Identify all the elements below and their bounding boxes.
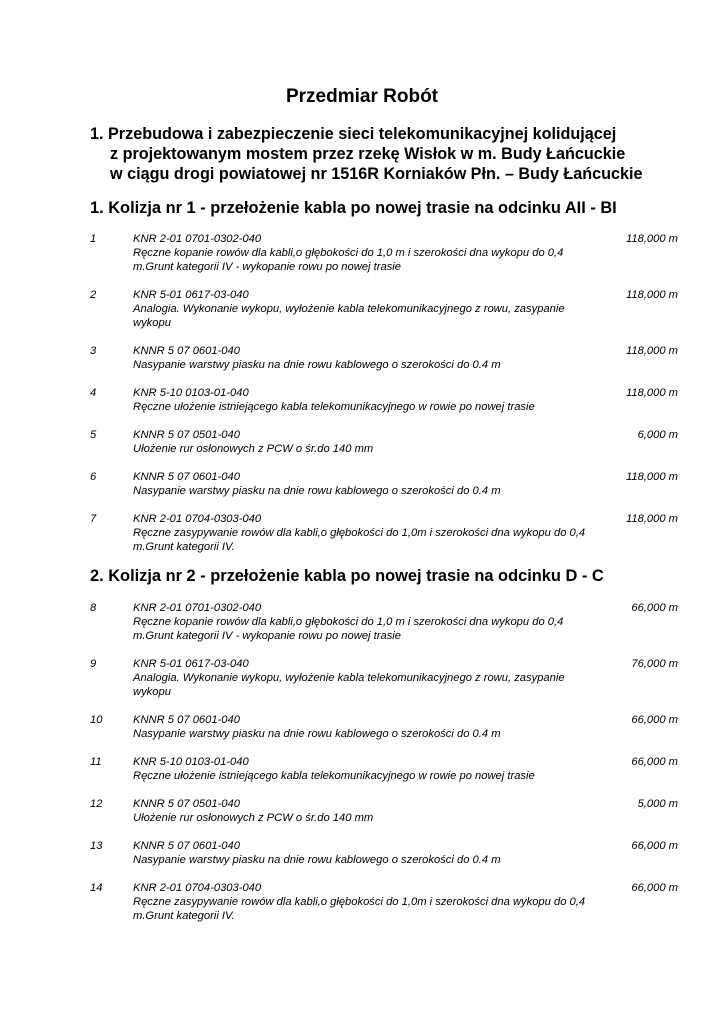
project-line: z projektowanym mostem przez rzekę Wisłok w m. Budy Łańcuckie (110, 145, 626, 163)
item-code: KNNR 5 07 0501-040 (133, 429, 240, 441)
section-title: 2. Kolizja nr 2 - przełożenie kabla po nowej trasie na odcinku D - C (90, 567, 604, 585)
item-quantity: 76,000 m (631, 658, 678, 670)
item-description: Ręczne kopanie rowów dla kabli,o głębokości do 1,0 m i szerokości dna wykopu do 0,4 m.Grunt kategorii IV - wykopanie rowu po nowej trasie (133, 247, 564, 273)
item-description: Ułożenie rur osłonowych z PCW o śr.do 140 mm (133, 443, 374, 455)
item-number: 14 (90, 882, 103, 894)
item-description: Analogia. Wykonanie wykopu, wyłożenie kabla telekomunikacyjnego z rowu, zasypanie wykopu (133, 303, 565, 329)
item-number: 10 (90, 714, 103, 726)
item-description: Nasypanie warstwy piasku na dnie rowu kablowego o szerokości do 0.4 m (133, 854, 501, 866)
item-number: 1 (90, 233, 97, 245)
item-number: 5 (90, 429, 97, 441)
item-code: KNR 2-01 0704-0303-040 (133, 882, 262, 894)
item-number: 13 (90, 840, 103, 852)
project-line: w ciągu drogi powiatowej nr 1516R Korniaków Płn. – Budy Łańcuckie (110, 165, 643, 183)
item-number: 2 (90, 289, 97, 301)
item-number: 9 (90, 658, 97, 670)
item-quantity: 118,000 m (625, 513, 678, 525)
item-description: Nasypanie warstwy piasku na dnie rowu kablowego o szerokości do 0.4 m (133, 485, 501, 497)
item-code: KNR 5-01 0617-03-040 (133, 658, 249, 670)
item-quantity: 66,000 m (631, 840, 678, 852)
item-code: KNR 5-01 0617-03-040 (133, 289, 249, 301)
item-quantity: 66,000 m (631, 882, 678, 894)
item-quantity: 6,000 m (637, 429, 678, 441)
section-title: 1. Kolizja nr 1 - przełożenie kabla po nowej trasie na odcinku AII - BI (90, 199, 617, 217)
item-quantity: 118,000 m (625, 345, 678, 357)
item-code: KNR 2-01 0701-0302-040 (133, 602, 262, 614)
item-description: Nasypanie warstwy piasku na dnie rowu kablowego o szerokości do 0.4 m (133, 728, 501, 740)
item-number: 11 (90, 756, 102, 768)
item-number: 7 (90, 513, 97, 525)
item-code: KNR 2-01 0704-0303-040 (133, 513, 262, 525)
item-description: Ręczne ułożenie istniejącego kabla telekomunikacyjnego w rowie po nowej trasie (133, 401, 535, 413)
item-number: 4 (90, 387, 97, 399)
item-description: Ułożenie rur osłonowych z PCW o śr.do 140 mm (133, 812, 374, 824)
item-quantity: 66,000 m (631, 756, 678, 768)
item-quantity: 118,000 m (625, 471, 678, 483)
item-code: KNNR 5 07 0501-040 (133, 798, 240, 810)
item-quantity: 118,000 m (625, 233, 678, 245)
item-number: 6 (90, 471, 97, 483)
item-quantity: 5,000 m (637, 798, 678, 810)
item-code: KNNR 5 07 0601-040 (133, 840, 240, 852)
item-code: KNR 5-10 0103-01-040 (133, 387, 249, 399)
item-number: 3 (90, 345, 97, 357)
item-quantity: 118,000 m (625, 289, 678, 301)
item-description: Ręczne ułożenie istniejącego kabla telekomunikacyjnego w rowie po nowej trasie (133, 770, 535, 782)
item-code: KNNR 5 07 0601-040 (133, 345, 240, 357)
item-code: KNNR 5 07 0601-040 (133, 471, 240, 483)
project-description (90, 124, 710, 184)
document-title: Przedmiar Robót (285, 86, 439, 107)
item-code: KNR 2-01 0701-0302-040 (133, 233, 262, 245)
item-quantity: 66,000 m (631, 602, 678, 614)
item-number: 8 (90, 602, 97, 614)
item-number: 12 (90, 798, 103, 810)
item-description: Ręczne kopanie rowów dla kabli,o głębokości do 1,0 m i szerokości dna wykopu do 0,4 m.Grunt kategorii IV - wykopanie rowu po nowej trasie (133, 616, 564, 642)
item-description: Analogia. Wykonanie wykopu, wyłożenie kabla telekomunikacyjnego z rowu, zasypanie wykopu (133, 672, 565, 698)
item-description: Ręczne zasypywanie rowów dla kabli,o głębokości do 1,0m i szerokości dna wykopu do 0,4 m.Grunt kategorii IV. (133, 896, 586, 922)
item-quantity: 66,000 m (631, 714, 678, 726)
item-description: Ręczne zasypywanie rowów dla kabli,o głębokości do 1,0m i szerokości dna wykopu do 0,4 m.Grunt kategorii IV. (133, 527, 586, 553)
project-line: 1. Przebudowa i zabezpieczenie sieci telekomunikacyjnej kolidującej (90, 125, 617, 143)
item-code: KNNR 5 07 0601-040 (133, 714, 240, 726)
item-description: Nasypanie warstwy piasku na dnie rowu kablowego o szerokości do 0.4 m (133, 359, 501, 371)
item-code: KNR 5-10 0103-01-040 (133, 756, 249, 768)
item-quantity: 118,000 m (625, 387, 678, 399)
